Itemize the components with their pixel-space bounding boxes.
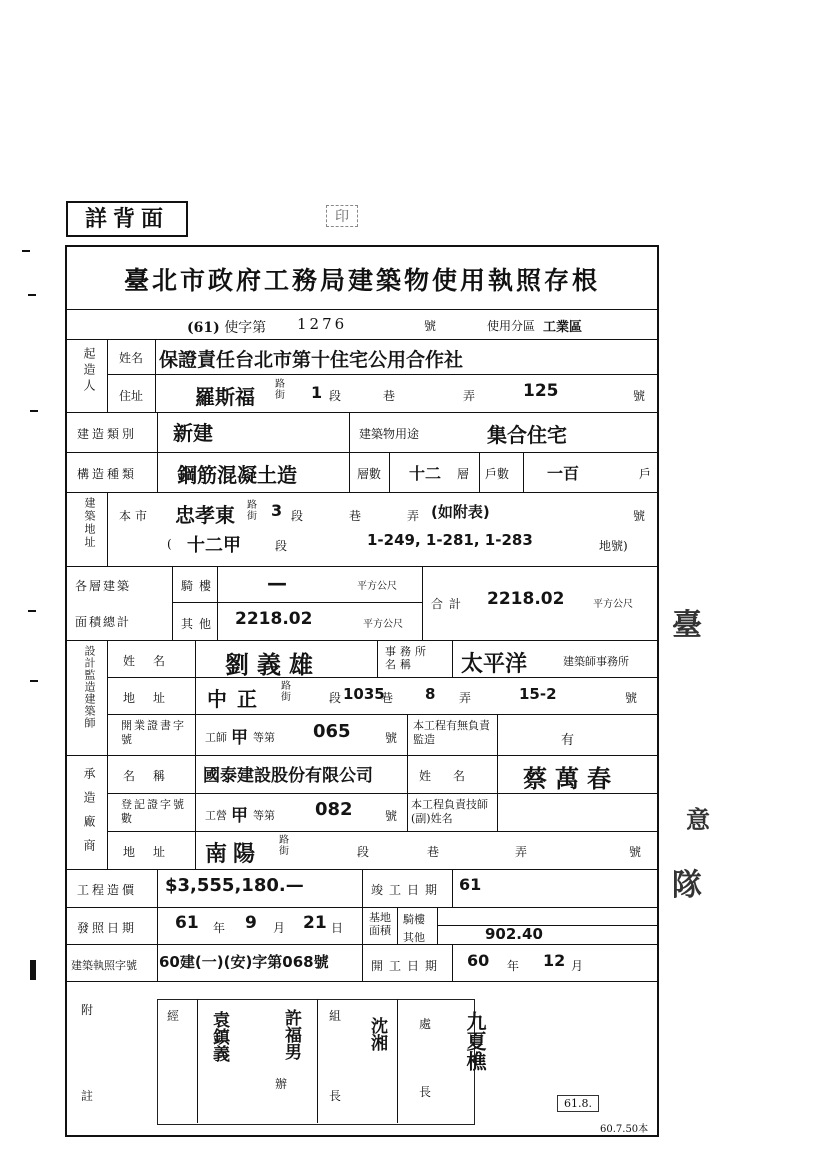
signature: 許福男 xyxy=(281,1009,301,1060)
build-permit-label: 建築執照字號 xyxy=(71,959,137,972)
designer-office-value: 太平洋 xyxy=(461,652,528,677)
site-road: 忠孝東 xyxy=(175,503,235,527)
sign-header: 長 xyxy=(329,1089,342,1103)
designer-name-value: 劉義雄 xyxy=(225,651,321,679)
site-road-label: 路街 xyxy=(247,500,257,522)
floors-label: 層數 xyxy=(357,467,382,481)
base-other-value: 902.40 xyxy=(485,925,543,943)
floor-unit: 層 xyxy=(457,467,470,481)
applicant-addr-number-label: 號 xyxy=(633,389,646,403)
contractor-reg-number: 082 xyxy=(315,799,353,820)
applicant-addr-street: 羅斯福 xyxy=(195,385,255,409)
edge-char: 隊 xyxy=(672,868,702,903)
issue-label: 發照日期 xyxy=(77,921,138,935)
signature: 九夏樵 xyxy=(463,1011,487,1071)
contractor-reg-prefix: 工營 xyxy=(205,809,227,822)
note-label: 註 xyxy=(81,1089,94,1103)
contractor-addr-road: 南陽 xyxy=(205,842,262,867)
designer-office-label: 事務所名稱 xyxy=(385,645,430,671)
designer-license-prefix: 工師 xyxy=(205,731,227,744)
issue-year-label: 年 xyxy=(213,921,226,935)
start-year: 60 xyxy=(467,951,490,970)
construction-use-value: 集合住宅 xyxy=(487,423,567,447)
household-unit: 戶 xyxy=(639,467,652,481)
base-other-label: 其他 xyxy=(403,931,425,944)
site-lots: 1-249, 1-281, 1-283 xyxy=(367,531,533,549)
permit-year: (61) xyxy=(187,320,220,336)
designer-addr-lane-label: 巷 xyxy=(381,691,394,705)
sign-header: 辦 xyxy=(275,1077,288,1091)
contractor-addr-section-label: 段 xyxy=(357,845,370,859)
area-unit: 平方公尺 xyxy=(363,619,403,630)
applicant-addr-alley-label: 弄 xyxy=(463,389,476,403)
designer-license-grade: 甲 xyxy=(231,728,248,748)
base-arcade-label: 騎樓 xyxy=(403,913,425,926)
base-area-label: 基地面積 xyxy=(369,911,391,937)
issue-month: 9 xyxy=(245,913,257,933)
applicant-address-label: 住址 xyxy=(119,389,144,403)
start-month-label: 月 xyxy=(571,959,584,973)
attach-label: 附 xyxy=(81,1003,94,1017)
contractor-reg-mid: 等第 xyxy=(253,809,275,822)
designer-addr-number: 15-2 xyxy=(519,685,557,703)
area-unit: 平方公尺 xyxy=(593,599,633,610)
designer-addr-section-label: 段 xyxy=(329,691,342,705)
complete-value: 61 xyxy=(459,875,482,894)
print-code: 60.7.50本 xyxy=(600,1124,649,1135)
applicant-name-label: 姓名 xyxy=(119,351,144,365)
area-other-label: 其他 xyxy=(181,617,218,631)
contractor-address-label: 地址 xyxy=(123,845,184,859)
permit-form: 臺北市政府工務局建築物使用執照存根 (61) 使字第 1276 號 使用分區 工業區 起造人 姓名 保證責任台北市第十住宅公用合作社 住址 羅斯福 路街 1 段 巷 弄 125 號 建造類別 新建 建築物用途 集合住宅 構造種類 鋼筋混凝土造 層數 十二 層 戶數 一百 戶 建築地址 本市 忠孝東 路街 3 段 巷 弄 (如附表) 號 ( 十二甲 段 1-249, 1-281, 1-283 地號) 各層建築 面積總計 騎樓 — 平方公尺 其他 2218.02 平方公尺 合計 2218.02 平方公尺 設計監造建築師 姓名 劉義雄 事務所名稱 太平洋 建築師事務所 地址 中正 路街 段 1035 巷 8 弄 15-2 號 開業證書字號 工師 甲 等第 065 號 本工程有無負責監造 有 承造廠商 名稱 國泰建設股份有限公司 姓名 蔡萬春 登記證字號數 工營 甲 等第 082 號 本工程負責技師(副)姓名 地址 南陽 路街 段 巷 弄 號 工程造價 $3,555,180.— 竣工日期 61 發照日期 61 年 9 月 21 日 基地面積 騎樓 其他 902.40 建築執照字號 60建(一)(安)字第068號 開工日期 60 年 12 月 附 註 經 辦 組 長 處 長 袁鎮義 許福男 沈湘 九夏樵 61.8. xyxy=(65,245,659,1137)
designer-addr-alley: 8 xyxy=(425,685,436,703)
designer-supervise-value: 有 xyxy=(561,733,575,748)
applicant-addr-section: 1 xyxy=(311,383,323,402)
site-number-label: 號 xyxy=(633,509,646,523)
signature: 袁鎮義 xyxy=(209,1011,229,1062)
area-total-label: 合計 xyxy=(431,597,468,611)
applicant-addr-number: 125 xyxy=(523,381,559,401)
issue-month-label: 月 xyxy=(273,921,286,935)
edge-char: 意 xyxy=(686,806,710,834)
contractor-tech-label: 本工程負責技師(副)姓名 xyxy=(411,798,488,825)
sign-header: 處 xyxy=(419,1017,432,1031)
designer-addr-alley-label: 弄 xyxy=(459,691,472,705)
site-lots-label: 地號) xyxy=(599,539,628,553)
zone-value: 工業區 xyxy=(543,320,583,335)
issue-year: 61 xyxy=(175,913,199,933)
contractor-addr-lane-label: 巷 xyxy=(427,845,440,859)
designer-license-label: 開業證書字號 xyxy=(121,719,186,746)
cost-value: $3,555,180.— xyxy=(165,875,304,896)
floors-value: 十二 xyxy=(409,464,442,483)
households-label: 戶數 xyxy=(485,467,510,481)
structure-label: 構造種類 xyxy=(77,467,138,481)
contractor-person-value: 蔡萬春 xyxy=(523,765,619,793)
site-group-label: 建築地址 xyxy=(83,497,96,549)
designer-license-suffix: 號 xyxy=(385,731,398,745)
structure-value: 鋼筋混凝土造 xyxy=(177,463,297,487)
applicant-addr-lane-label: 巷 xyxy=(383,389,396,403)
construction-type-label: 建造類別 xyxy=(77,427,138,441)
area-label-2: 面積總計 xyxy=(75,615,132,629)
cost-label: 工程造價 xyxy=(77,883,138,897)
area-label-1: 各層建築 xyxy=(75,579,132,593)
designer-supervise-label: 本工程有無負責監造 xyxy=(413,719,490,746)
contractor-name-label: 名稱 xyxy=(123,769,184,783)
contractor-name-value: 國泰建設股份有限公司 xyxy=(203,766,373,786)
site-district-label: 段 xyxy=(275,539,288,553)
contractor-group-label: 承造廠商 xyxy=(82,767,96,863)
designer-addr-road-label: 路街 xyxy=(281,681,291,703)
applicant-addr-road-label: 路街 xyxy=(275,379,285,401)
site-district: 十二甲 xyxy=(187,535,241,556)
start-month: 12 xyxy=(543,951,566,970)
top-stamp: 印 xyxy=(326,205,358,227)
contractor-addr-alley-label: 弄 xyxy=(515,845,528,859)
designer-addr-number-label: 號 xyxy=(625,691,638,705)
permit-suffix: 號 xyxy=(424,319,437,333)
designer-addr-lane: 1035 xyxy=(343,685,385,703)
permit-prefix: 使字第 xyxy=(224,320,267,336)
sign-header: 經 xyxy=(167,1009,180,1023)
designer-group-label: 設計監造建築師 xyxy=(83,645,96,729)
households-value: 一百 xyxy=(547,464,580,483)
area-total-value: 2218.02 xyxy=(487,589,565,609)
applicant-addr-section-label: 段 xyxy=(329,389,342,403)
site-note: (如附表) xyxy=(431,503,490,521)
issue-day: 21 xyxy=(303,913,327,933)
site-lane-label: 巷 xyxy=(349,509,362,523)
contractor-addr-number-label: 號 xyxy=(629,845,642,859)
applicant-group-label: 起造人 xyxy=(82,347,96,395)
area-arcade-label: 騎樓 xyxy=(181,579,218,593)
corner-stamp: 61.8. xyxy=(557,1095,599,1112)
start-label: 開工日期 xyxy=(371,959,444,973)
site-alley-label: 弄 xyxy=(407,509,420,523)
sign-header: 組 xyxy=(329,1009,342,1023)
site-section: 3 xyxy=(271,501,283,520)
start-year-label: 年 xyxy=(507,959,520,973)
contractor-addr-road-label: 路街 xyxy=(279,835,289,857)
designer-name-label: 姓名 xyxy=(123,654,184,668)
signature: 沈湘 xyxy=(367,1017,387,1051)
contractor-person-label: 姓名 xyxy=(419,769,488,783)
contractor-reg-suffix: 號 xyxy=(385,809,398,823)
construction-use-label: 建築物用途 xyxy=(359,427,420,441)
area-unit: 平方公尺 xyxy=(357,581,397,592)
area-arcade-value: — xyxy=(267,571,287,595)
designer-office-suffix: 建築師事務所 xyxy=(563,655,629,668)
contractor-reg-label: 登記證字號數 xyxy=(121,798,186,825)
designer-license-number: 065 xyxy=(313,721,351,742)
designer-address-label: 地址 xyxy=(123,691,184,705)
zone-label: 使用分區 xyxy=(487,319,536,333)
designer-license-mid: 等第 xyxy=(253,731,275,744)
construction-type-value: 新建 xyxy=(173,421,213,445)
form-title: 臺北市政府工務局建築物使用執照存根 xyxy=(123,266,600,295)
contractor-reg-grade: 甲 xyxy=(231,806,248,826)
permit-number: 1276 xyxy=(297,315,348,333)
designer-addr-road: 中正 xyxy=(207,687,267,711)
area-other-value: 2218.02 xyxy=(235,609,313,629)
build-permit-value: 60建(一)(安)字第068號 xyxy=(159,953,329,971)
edge-char: 臺 xyxy=(672,608,702,643)
complete-label: 竣工日期 xyxy=(371,883,444,897)
site-section-label: 段 xyxy=(291,509,304,523)
applicant-name-value: 保證責任台北市第十住宅公用合作社 xyxy=(159,349,464,371)
sign-header: 長 xyxy=(419,1085,432,1099)
header-tag: 詳背面 xyxy=(66,201,188,237)
site-city-label: 本市 xyxy=(119,509,152,523)
issue-day-label: 日 xyxy=(331,921,344,935)
